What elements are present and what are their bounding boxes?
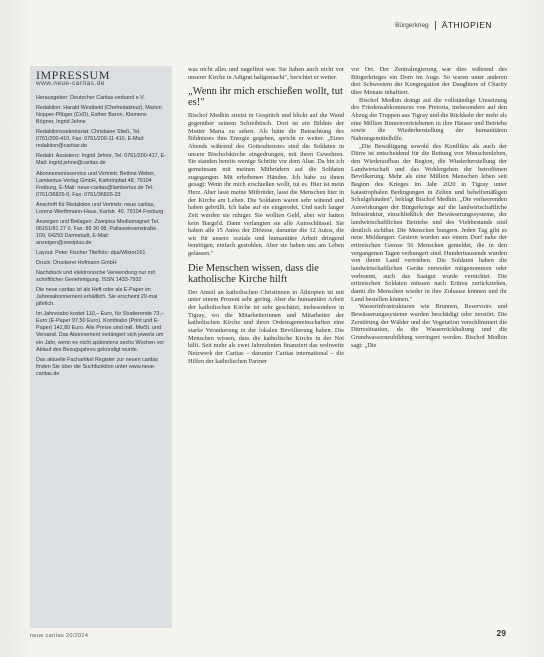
article-subheading: „Wenn ihr mich erschießen wollt, tut es!" <box>188 86 343 109</box>
impressum-line: Redakt. Assistenz: Ingrid Jehne, Tel. 0761/200-417, E-Mail: ingrid.jehne@caritas.de <box>36 153 166 167</box>
article-paragraph: was nicht alles und nagelfest war. Sie haben auch nicht vor unserer Kirche in Adigrat haltgemacht", berichtet er weiter. <box>188 66 344 81</box>
impressum-line: Layout: Peter Fischer Titelfoto: dpa/Wiktor161 <box>36 249 146 256</box>
article-column-middle <box>188 66 344 628</box>
article-column-right <box>351 66 507 644</box>
article-paragraph: „Die Bewältigung sowohl des Konflikts als auch der Dürre ist entscheidend für die Rettung von Menschenleben, den Wiederaufbau der Region, die Wiederherstellung der Landwirtschaft und das Wohlergehen der betroffenen Bevölkerung. Mehr als eine Million Menschen leben seit Beginn des Krieges im Jahr 2020 in Tigray unter katastrophalen Bedingungen in Zelten und behelfsmäßigen Schulgebäuden", beklagt Bischof Medhin. „Die verheerenden Auswirkungen der Bürgerkriege auf die landwirtschaftliche Infrastruktur, einschließlich der Bewässerungssysteme, der landwirtschaftlichen Betriebe und des Viehbestands sind deutlich sichtbar. Die Menschen hungern. Jeden Tag gibt es neue Meldungen: Gestern wurden aus einem Dorf nahe der eritreischen Grenze 56 Menschen gemeldet, die in den vergangenen Tagen verhungert sind. Hunderttausende wurden von ihrem Land vertrieben. Die Soldaten haben die landwirtschaftlichen Geräte entweder mitgenommen oder verbrannt, auch das Saatgut wurde vernichtet. Die eritreischen Soldaten müssen nach Eritrea zurückziehen, damit die Menschen wieder in ihre Zuhause können und ihr Land bestellen können." <box>351 142 507 303</box>
page-number: 29 <box>496 628 506 638</box>
footer-magazine: neue caritas 20/2024 <box>30 633 89 639</box>
impressum-line: Die neue caritas ist als Heft oder als E-Paper im Jahresabonnement erhältlich. Sie erscheint 20-mal jährlich. <box>36 287 158 308</box>
page-header <box>395 20 492 30</box>
impressum-line: Redaktion: Harald Westbeld (Chefredakteur), Marion Nopper-Pflüger (CvD), Esther Baron, Klemens Bögner, Ingrid Jehne <box>36 105 162 126</box>
article-paragraph: Bischof Medhin drängt auf die vollständige Umsetzung des Friedensabkommens von Pretoria, insbesondere auf den Abzug der Truppen aus Tigray und die Rückkehr der mehr als eine Million Binnenvertriebenen in ihre Häuser und Betriebe sowie die Wiederherstellung der humanitären Nahrungsmittelhilfe. <box>351 96 507 142</box>
article-paragraph: vor Ort. Der Zentralregierung war dies während des Bürgerkrieges ein Dorn im Auge. So waren unter anderen drei Schwestern der Kongregation der Daughters of Charity über Monate inhaftiert. <box>351 66 507 96</box>
impressum-line: Redaktionssekretariat: Christiane Stieß, Tel. 0761/200-410, Fax: 0761/200-11 410, E-Mail: redaktion@caritas.de <box>36 129 145 150</box>
impressum-title: IMPRESSUM <box>36 68 110 82</box>
article-subheading: Die Menschen wissen, dass die katholische Kirche hilft <box>188 262 319 285</box>
header-country: ÄTHIOPIEN <box>441 20 492 30</box>
impressum-line: Druck: Druckerei Hofmann GmbH <box>36 260 117 267</box>
impressum-line: Nachdruck und elektronische Verwendung nur mit schriftlicher Genehmigung. ISSN 1433-7932 <box>36 270 155 284</box>
impressum-line: Herausgeber: Deutscher Caritas verband e.V. <box>36 95 145 102</box>
header-rubric: Bürgerkrieg <box>395 21 429 29</box>
impressum-box <box>30 66 172 628</box>
impressum-url: www.neue-caritas.de <box>36 80 105 88</box>
impressum-line: Im Jahresabo kostet 110,– Euro, für Studierende 73,– Euro (E-Paper 97,50 Euro). Kombiabo (Print und E-Paper) 142,80 Euro. Alle Preise sind inkl. MwSt. und Versand. Das Abonnement verlängert sich jeweils um ein Jahr, wenn es nicht spätestens sechs Wochen vor Ablauf des Bezugsjahres gekündigt wurde. <box>36 311 165 353</box>
impressum-line: Anschrift für Redaktion und Vertrieb: neue caritas, Lorenz-Werthmann-Haus, Karlstr. 40, 79104 Freiburg <box>36 201 164 215</box>
article-paragraph: Bischof Medhin streist in Gespräch und blickt auf die Wand gegenüber seinem Schreibtisch. Dort ist ein Bildnis der Mutter Maria zu sehen. Als hätte die Betrachtung des Bildnisses ihm Energie gegeben, spricht er weiter. „Eines Abends während des Gottesdienstes sind die Soldaten in unsere Bischofskirche eingedrungen, mit ihren Gewehren. Sie standen bereits wenige Schritte vor dem Altar. Da bin ich gemeinsam mit meinen Mitbrüdern auf die Soldaten zugegangen. Mit erhobenen Händen. Ich habe zu ihnen gesagt: Wenn ihr mich erschießen wollt, tut es. Hier ist mein Herz. Aber lasst meine Mitbrüder, lasst die Menschen hier in der Kirche am Leben. Die Soldaten waren sehr wütend und haben gebrüllt. Ich habe auf sie eingeredet. Und nach langer Zeit wurden sie ruhiger. Sie wollten Geld, aber wir hatten kein Bargeld. Dann verlangten sie alle Autoschlüssel. Sie haben alle 15 Autos der Diözese, darunter die 12 Autos, die wir für unsere soziale und humanitäre Arbeit dringend benötigen, einfach gestohlen. Aber sie haben uns am Leben gelassen." <box>188 112 344 258</box>
impressum-line: Anzeigen und Beilagen: Zweipiss Mediamagnet Tel. 06151/81 27 0, Fax: 89 30 98, Pallaswiesenstraße 109, 64293 Darmstadt, E-Mail: anzeigen@zweiplus.de <box>36 218 160 246</box>
header-separator <box>435 21 436 30</box>
impressum-line: Das aktuelle Fachartikel Register zur neuen caritas finden Sie über die Suchfunktion unter www.neue-caritas.de <box>36 356 158 377</box>
impressum-line: Abonnementsservice und Vertrieb: Bettina Weber, Lambertus-Verlag GmbH, Kathrinpfad 48, 79104 Freiburg, E-Mail: neue-caritas@lambertus.de Tel. 0761/36825-0, Fax: 0761/36825-33 <box>36 170 156 198</box>
article-paragraph: Der Anteil an katholischen Christinnen in Äthiopien ist mit unter einem Prozent sehr gering. Aber die humanitäre Arbeit der katholischen Kirche ist sehr geschätzt, insbesondere in Tigray, wo die Mitarbeiterinnen und Mitarbeiter der katholischen Kirche und ihren Ordensgemeinschaften eine starke Verankerung in der lokalen Bevölkerung haben. Die Menschen wissen, dass die katholische Kirche in der Not hilft. Seit mehr als zwei Jahrzehnten finanziert das weltweite Netzwerk der Caritas – darunter Caritas international – die Hilfen der katholischen Partner <box>188 288 344 365</box>
article-paragraph: Wasserinfrastrukturen wie Brunnen, Reservoirs und Bewässerungssysteme wurden beschädigt oder zerstört. Die Zerstörung der Wälder und der Vegetation verschlimmert die Dürresituation, da die Wasserrückhaltung und die Grundwasserneubildung verringert werden. Bischof Medhin sagt: „Die <box>351 303 507 349</box>
